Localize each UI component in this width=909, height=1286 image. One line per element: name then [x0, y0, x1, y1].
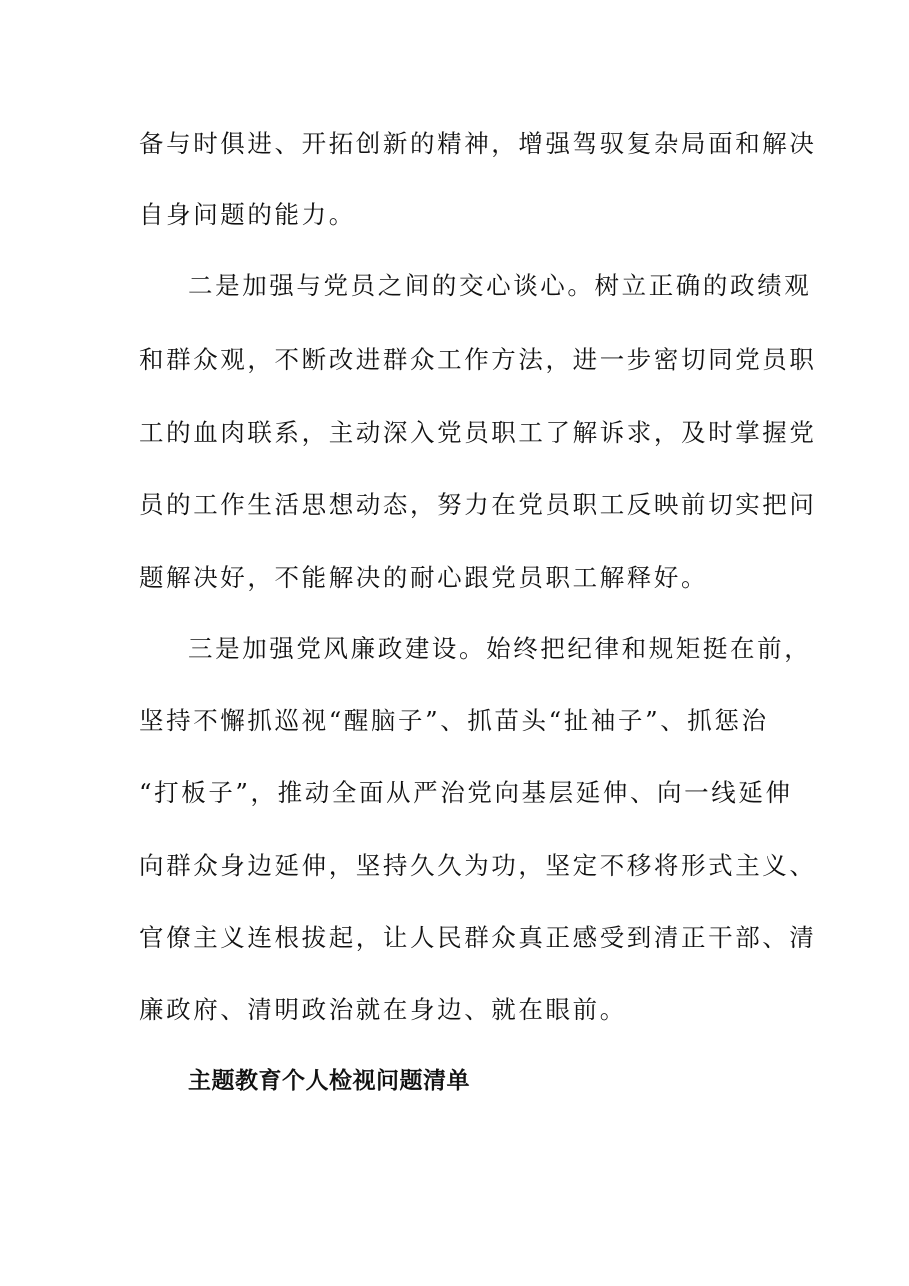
text-line: 向群众身边延伸，坚持久久为功，坚定不移将形式主义、 [139, 851, 817, 880]
text-line: 和群众观，不断改进群众工作方法，进一步密切同党员职 [139, 345, 817, 374]
text-line: 廉政府、清明政治就在身边、就在眼前。 [139, 995, 627, 1024]
text-line: 备与时俱进、开拓创新的精神，增强驾驭复杂局面和解决 [139, 129, 817, 158]
text-line: 工的血肉联系，主动深入党员职工了解诉求，及时掌握党 [139, 418, 817, 447]
paragraph-start-line: 二是加强与党员之间的交心谈心。树立正确的政绩观 [188, 271, 812, 300]
text-line: 自身问题的能力。 [139, 200, 356, 229]
text-line: 员的工作生活思想动态，努力在党员职工反映前切实把问 [139, 490, 817, 519]
text-line: 官僚主义连根拔起，让人民群众真正感受到清正干部、清 [139, 923, 817, 952]
text-line: 题解决好，不能解决的耐心跟党员职工解释好。 [139, 563, 709, 592]
text-line: “打板子”，推动全面从严治党向基层延伸、向一线延伸 [139, 778, 793, 807]
paragraph-start-line: 三是加强党风廉政建设。始终把纪律和规矩挺在前， [188, 634, 812, 663]
text-line: 坚持不懈抓巡视“醒脑子”、抓苗头“扯袖子”、抓惩治 [139, 706, 769, 735]
section-heading: 主题教育个人检视问题清单 [188, 1068, 470, 1094]
